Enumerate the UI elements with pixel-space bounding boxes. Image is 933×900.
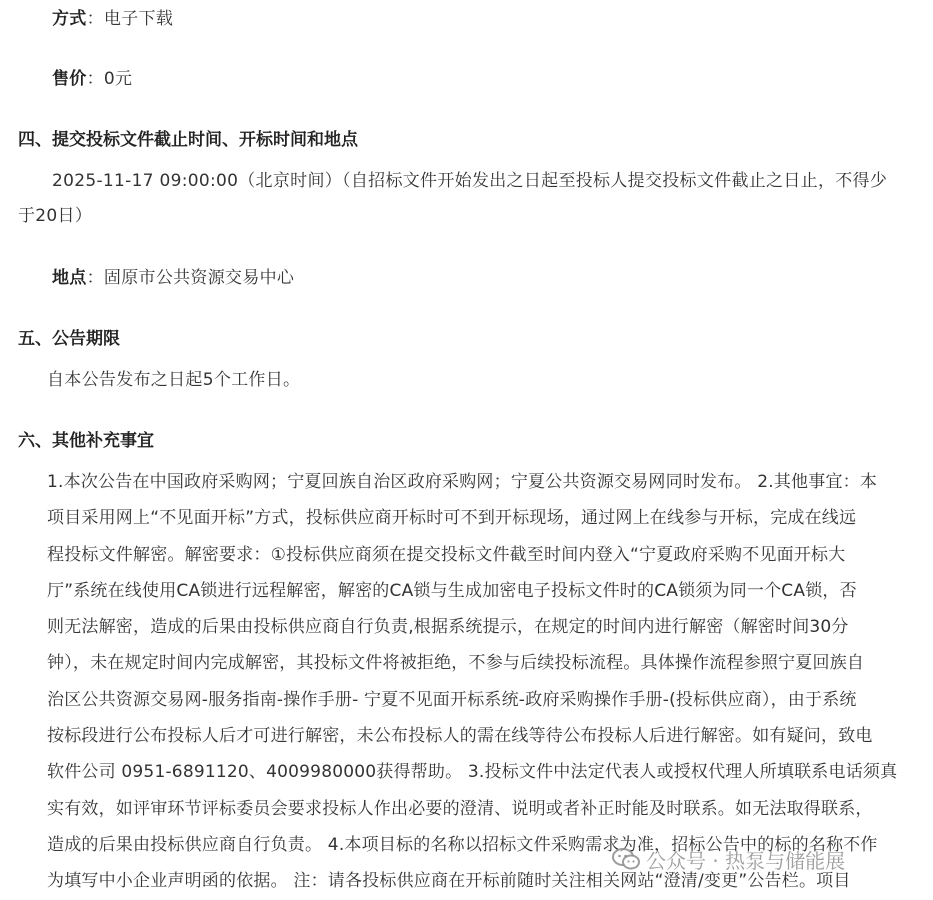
- paragraph-line: 项目采用网上“不见面开标”方式，投标供应商开标时可不到开标现场，通过网上在线参与开标，完成在线远: [47, 508, 857, 529]
- price-value: 0元: [103, 69, 133, 89]
- location-row: [52, 263, 294, 293]
- section-4-heading: 四、提交投标文件截止时间、开标时间和地点: [18, 130, 358, 150]
- paragraph-line: 治区公共资源交易网-服务指南-操作手册- 宁夏不见面开标系统-政府采购操作手册-(投标供应商），由于系统: [47, 689, 857, 710]
- paragraph-line: 钟），未在规定时间内完成解密，其投标文件将被拒绝，不参与后续投标流程。具体操作流程参照宁夏回族自: [47, 653, 865, 674]
- method-row: [52, 4, 173, 34]
- location-label: 地点: [52, 268, 87, 288]
- paragraph-line: 实有效，如评审环节评标委员会要求投标人作出必要的澄清、说明或者补正时能及时联系。如无法取得联系，: [47, 798, 873, 819]
- price-label: 售价: [52, 69, 87, 89]
- paragraph-line: 程投标文件解密。解密要求：①投标供应商须在提交投标文件截至时间内登入“宁夏政府采购不见面开标大: [47, 544, 846, 565]
- paragraph-line: 则无法解密，造成的后果由投标供应商自行负责,根据系统提示，在规定的时间内进行解密（解密时间30分: [47, 617, 849, 638]
- paragraph-line: 为填写中小企业声明函的依据。 注：请各投标供应商在开标前随时关注相关网站“澄清/变更”公告栏。项目: [47, 871, 851, 892]
- price-row: [52, 64, 132, 94]
- price-separator: ：: [86, 69, 104, 89]
- method-label: 方式: [52, 9, 87, 29]
- section-6-heading: 六、其他补充事宜: [18, 431, 154, 451]
- notice-period-text: 自本公告发布之日起5个工作日。: [47, 370, 301, 390]
- section-5-heading: 五、公告期限: [18, 329, 120, 349]
- method-value: 电子下载: [103, 9, 174, 29]
- location-value: 固原市公共资源交易中心: [103, 268, 295, 288]
- paragraph-line: 造成的后果由投标供应商自行负责。 4.本项目标的名称以招标文件采购需求为准，招标公告中的标的名称不作: [47, 834, 878, 855]
- watermark: [612, 844, 845, 874]
- wechat-icon: [612, 848, 640, 870]
- paragraph-line: 1.本次公告在中国政府采购网；宁夏回族自治区政府采购网；宁夏公共资源交易网同时发布。 2.其他事宜：本: [47, 472, 878, 492]
- watermark-text: 公众号 · 热泵与储能展: [646, 848, 846, 873]
- paragraph-line: 软件公司 0951-6891120、4009980000获得帮助。 3.投标文件中法定代表人或授权代理人所填联系电话须真: [47, 762, 898, 783]
- deadline-text-line-1: 2025-11-17 09:00:00（北京时间）（自招标文件开始发出之日起至投标人提交投标文件截止之日止，不得少: [52, 171, 888, 191]
- paragraph-line: 厅”系统在线使用CA锁进行远程解密，解密的CA锁与生成加密电子投标文件时的CA锁须为同一个CA锁，否: [47, 580, 857, 601]
- method-separator: ：: [86, 9, 104, 29]
- paragraph-line: 按标段进行公布投标人后才可进行解密，未公布投标人的需在线等待公布投标人后进行解密。如有疑问，致电: [47, 726, 873, 747]
- supplementary-paragraph: [47, 464, 897, 900]
- deadline-text-line-2: 于20日）: [18, 206, 93, 226]
- location-separator: ：: [86, 268, 104, 288]
